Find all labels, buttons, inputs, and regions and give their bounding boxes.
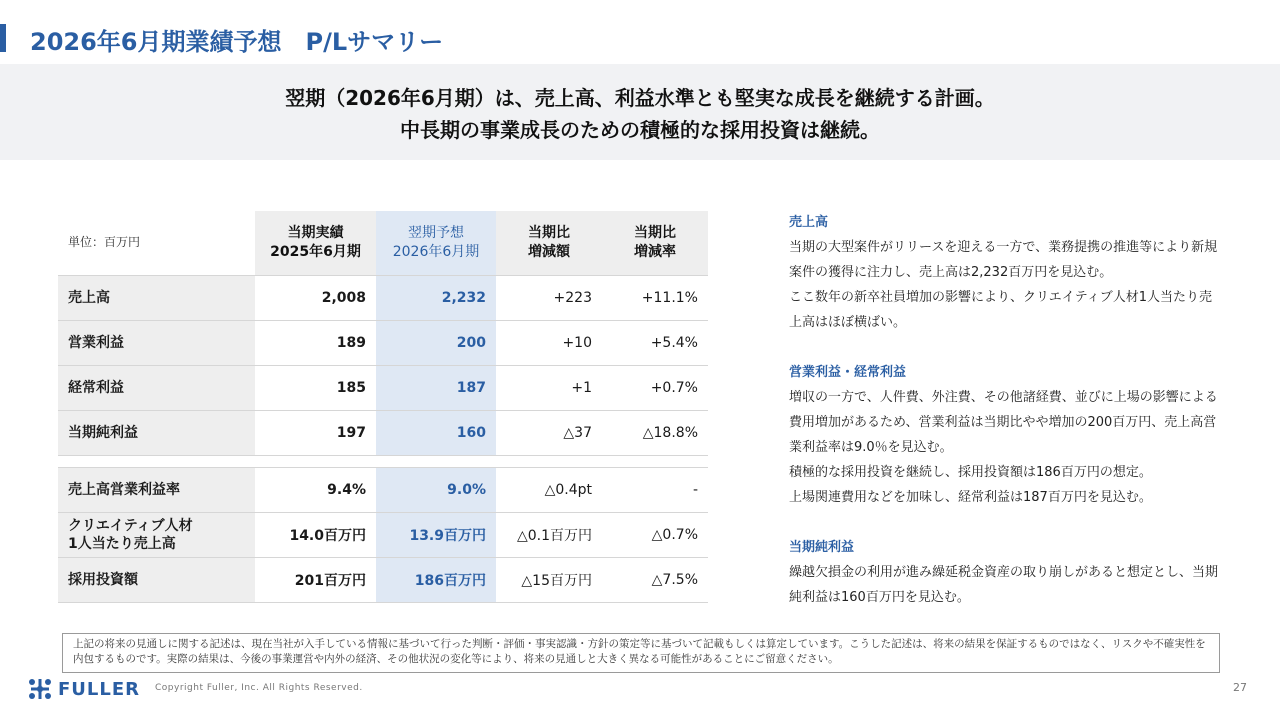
table-row [58, 512, 708, 557]
cell-change-amount: +1 [496, 365, 602, 410]
cell-change-amount: △0.4pt [496, 467, 602, 512]
row-label: 売上高営業利益率 [58, 467, 255, 512]
table-row [58, 410, 708, 455]
commentary-text: 当期の大型案件がリリースを迎える一方で、業務提携の推進等により新規案件の獲得に注力し、売上高は2,232百万円を見込む。 [789, 240, 1218, 280]
row-label: 採用投資額 [58, 557, 255, 602]
spacer-cell [58, 455, 255, 467]
unit-label: 単位：百万円 [58, 211, 255, 275]
commentary-text: ここ数年の新卒社員増加の影響により、クリエイティブ人材1人当たり売上高はほぼ横ばい。 [789, 290, 1212, 330]
cell-forecast: 186百万円 [376, 557, 496, 602]
commentary-section [789, 360, 1219, 510]
cell-change-rate: △0.7% [602, 512, 708, 557]
company-logo [28, 678, 140, 700]
cell-change-rate: +11.1% [602, 275, 708, 320]
cell-current: 9.4% [255, 467, 376, 512]
cell-forecast: 160 [376, 410, 496, 455]
spacer-cell [602, 455, 708, 467]
commentary-text: 積極的な採用投資を継続し、採用投資額は186百万円の想定。 [789, 465, 1152, 480]
col-header-change-amount: 当期比 増減額 [496, 211, 602, 275]
table-row [58, 365, 708, 410]
row-label: 営業利益 [58, 320, 255, 365]
commentary-heading: 営業利益・経常利益 [789, 365, 907, 380]
cell-forecast: 9.0% [376, 467, 496, 512]
cell-current: 201百万円 [255, 557, 376, 602]
cell-change-rate: +5.4% [602, 320, 708, 365]
headline-line-2: 中長期の事業成長のための積極的な採用投資は継続。 [400, 118, 880, 142]
commentary-section [789, 535, 1219, 610]
col-header-current: 当期実績 2025年6月期 [255, 211, 376, 275]
cell-change-rate: +0.7% [602, 365, 708, 410]
commentary-heading: 売上高 [789, 215, 829, 230]
row-label: クリエイティブ人材 1人当たり売上高 [58, 512, 255, 557]
row-label: 当期純利益 [58, 410, 255, 455]
commentary-heading: 当期純利益 [789, 540, 855, 555]
col-header-forecast: 翌期予想 2026年6月期 [376, 211, 496, 275]
col-header-change-rate: 当期比 増減率 [602, 211, 708, 275]
cell-change-amount: △37 [496, 410, 602, 455]
cell-forecast: 13.9百万円 [376, 512, 496, 557]
table-spacer-row [58, 455, 708, 467]
row-label: 経常利益 [58, 365, 255, 410]
slide-header [0, 20, 640, 56]
row-label: 売上高 [58, 275, 255, 320]
page-number: 27 [1233, 681, 1247, 694]
cell-change-amount: +10 [496, 320, 602, 365]
cell-forecast: 200 [376, 320, 496, 365]
commentary-text: 繰越欠損金の利用が進み繰延税金資産の取り崩しがあると想定とし、当期純利益は160百万円を見込む。 [789, 565, 1219, 605]
title-accent-bar [0, 24, 6, 52]
spacer-cell [255, 455, 376, 467]
cell-forecast: 187 [376, 365, 496, 410]
commentary-text: 上場関連費用などを加味し、経常利益は187百万円を見込む。 [789, 490, 1152, 505]
headline-line-1: 翌期（2026年6月期）は、売上高、利益水準とも堅実な成長を継続する計画。 [285, 86, 995, 110]
cell-change-amount: △15百万円 [496, 557, 602, 602]
pl-summary-table [58, 211, 708, 603]
table-row [58, 467, 708, 512]
cell-change-rate: △7.5% [602, 557, 708, 602]
cell-change-amount: +223 [496, 275, 602, 320]
spacer-cell [376, 455, 496, 467]
fuller-logo-icon [28, 678, 52, 700]
table-row [58, 275, 708, 320]
table-header-row [58, 211, 708, 275]
cell-current: 189 [255, 320, 376, 365]
cell-change-rate: - [602, 467, 708, 512]
commentary-section [789, 210, 1219, 335]
commentary-panel [789, 210, 1219, 635]
cell-current: 2,008 [255, 275, 376, 320]
table-row [58, 320, 708, 365]
spacer-cell [496, 455, 602, 467]
cell-change-amount: △0.1百万円 [496, 512, 602, 557]
disclaimer-box: 上記の将来の見通しに関する記述は、現在当社が入手している情報に基づいて行った判断・評価・事実認識・方針の策定等に基づいて記載もしくは算定しています。こうした記述は、将来の結果を保証するものではなく、リスクや不確実性を内包するものです。実際の結果は、今後の事業運営や内外の経済、その他状況の変化等により、将来の見通しと大きく異なる可能性があることにご留意ください。 [62, 633, 1220, 673]
copyright-text: Copyright Fuller, Inc. All Rights Reserved. [155, 683, 363, 693]
commentary-text: 増収の一方で、人件費、外注費、その他諸経費、並びに上場の影響による費用増加があるため、営業利益は当期比やや増加の200百万円、売上高営業利益率は9.0％を見込む。 [789, 390, 1218, 455]
cell-change-rate: △18.8% [602, 410, 708, 455]
headline-band [0, 64, 1280, 160]
cell-current: 185 [255, 365, 376, 410]
logo-wordmark: FULLER [58, 678, 141, 700]
cell-current: 197 [255, 410, 376, 455]
cell-current: 14.0百万円 [255, 512, 376, 557]
table-row [58, 557, 708, 602]
slide-title: 2026年6月期業績予想 P/Lサマリー [30, 28, 444, 56]
cell-forecast: 2,232 [376, 275, 496, 320]
